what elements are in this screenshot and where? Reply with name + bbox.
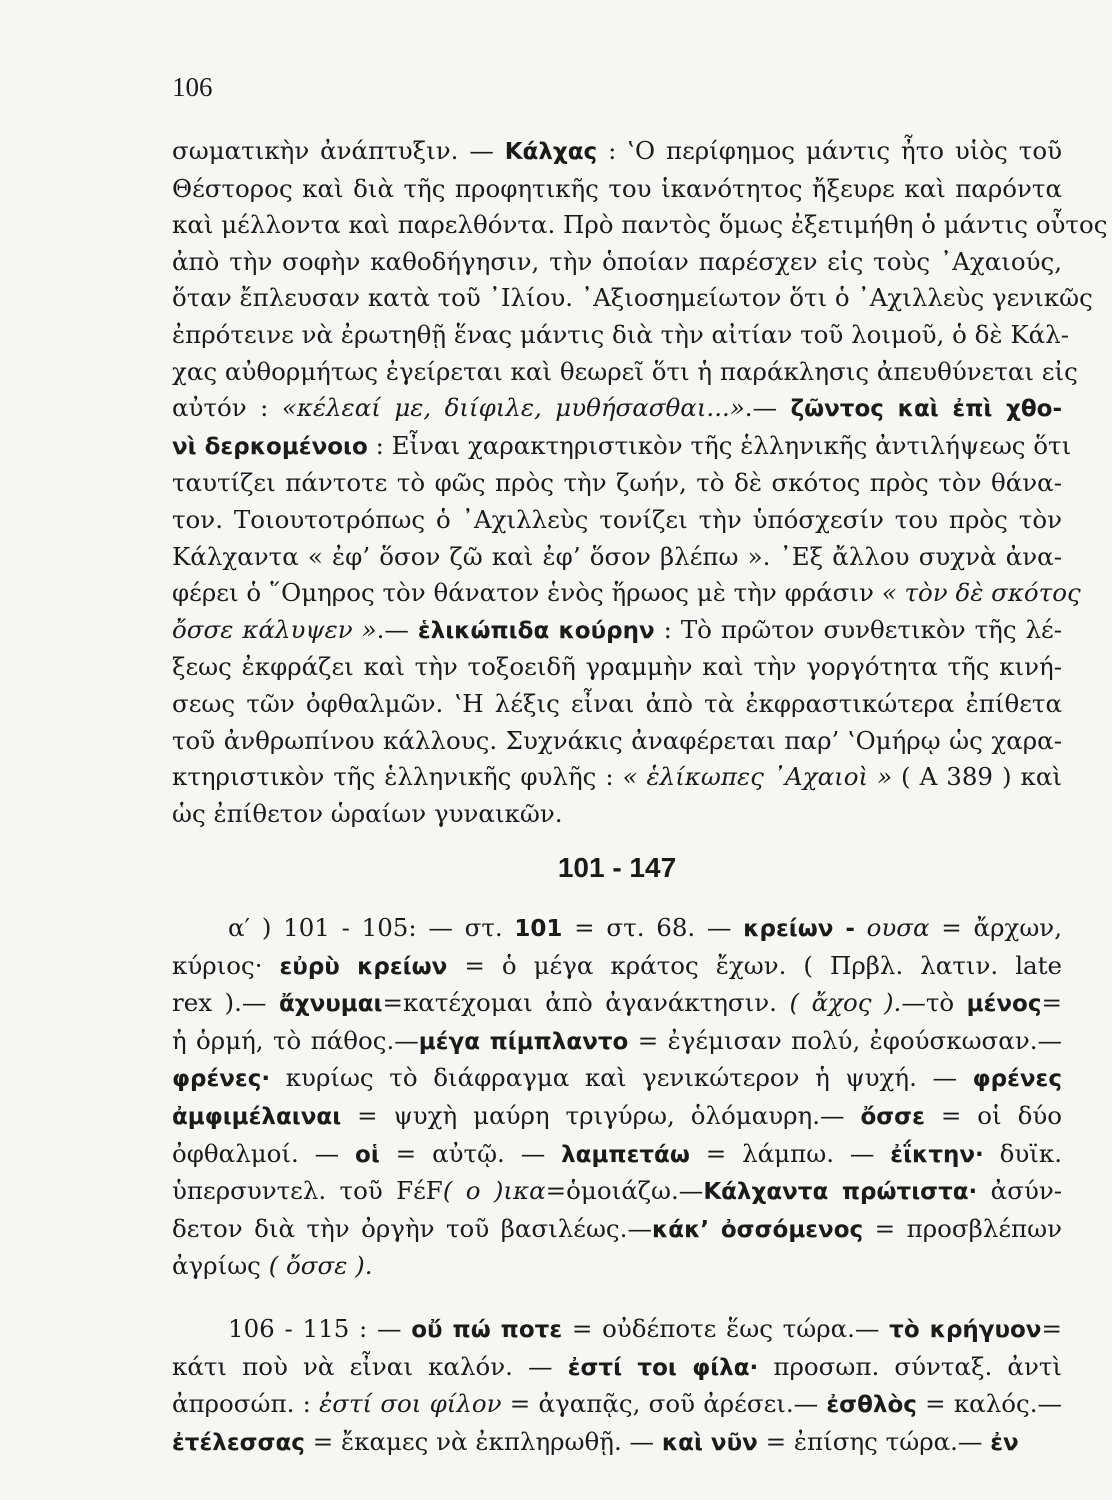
- text-run: φέρει ὁ ῞Ομηρος τὸν θάνατον ἑνὸς ἥρωος μὲ τὴν φράσιν: [172, 578, 882, 608]
- text-line: [172, 796, 1062, 833]
- text-line: [172, 1386, 1062, 1424]
- text-run: .—: [376, 614, 418, 644]
- text-line: [172, 649, 1062, 686]
- text-run: =ὁμοιάζω.—: [545, 1176, 704, 1206]
- italic-quote: ουσα: [866, 913, 930, 942]
- text-line: [172, 207, 1108, 244]
- text-line: [172, 575, 1081, 612]
- text-line: [172, 686, 1062, 723]
- text-run: Κάλχαντα « ἐφ’ ὅσον ζῶ καὶ ἐφ’ ὅσον βλέπω ». ᾿Εξ ἄλλου συχνὰ ἀνα-: [172, 541, 1062, 571]
- text-run: Θέστορος καὶ διὰ τῆς προφητικῆς του ἱκανότητος ἤξευρε καὶ παρόντα: [172, 173, 1062, 203]
- text-run: =: [1041, 988, 1063, 1018]
- italic-quote: « ἑλίκωπες ᾿Αχαιοὶ »: [622, 762, 893, 792]
- text-run: κτηριστικὸν τῆς ἑλληνικῆς φυλῆς :: [172, 762, 623, 792]
- text-run: 106 - 115 : —: [228, 1314, 412, 1343]
- text-line: [172, 1248, 1062, 1285]
- text-run: = ἐπίσης τώρα.—: [757, 1426, 991, 1456]
- bold-term: ἐτέλεσσας: [172, 1429, 305, 1456]
- text-run: = οὐδέποτε ἕως τώρα.—: [562, 1314, 890, 1343]
- text-run: δυϊκ.: [983, 1138, 1063, 1168]
- text-line: [172, 1098, 1062, 1136]
- text-line: [172, 910, 1062, 948]
- bold-term: φρένες: [972, 1066, 1062, 1093]
- italic-quote: «κέλεαί με, διίφιλε, μυθήσασθαι...»: [281, 393, 745, 423]
- text-run: ὅταν ἔπλευσαν κατὰ τοῦ ᾿Ιλίου. ᾿Αξιοσημείωτον ὅτι ὁ ᾿Αχιλλεὺς γενικῶς: [172, 283, 1093, 313]
- text-line: [172, 759, 1062, 796]
- text-run: =: [1041, 1314, 1062, 1343]
- bold-term: οὔ πώ ποτε: [411, 1317, 563, 1343]
- text-run: ταυτίζει πάντοτε τὸ φῶς πρὸς τὴν ζωήν, τὸ δὲ σκότος πρὸς τὸν θάνα-: [172, 468, 1062, 498]
- text-run: τοῦ ἀνθρωπίνου κάλλους. Συχνάκις ἀναφέρεται παρ’ ‛Ομήρῳ ὡς χαρα-: [172, 725, 1062, 755]
- text-run: ἀπὸ τὴν σοφὴν καθοδήγησιν, τὴν ὁποίαν παρέσχεν εἰς τοὺς ᾿Αχαιούς,: [172, 246, 1062, 276]
- text-run: = ἀγαπᾷς, σοῦ ἀρέσει.—: [501, 1389, 827, 1419]
- text-line: [172, 390, 1062, 428]
- text-run: ἀγρίως: [172, 1251, 269, 1281]
- italic-quote: ( ο )ικα: [442, 1176, 546, 1206]
- text-line: [172, 1311, 1062, 1349]
- bold-term: ἐΐκτην·: [890, 1141, 984, 1168]
- text-run: κυρίως τὸ διάφραγμα καὶ γενικώτερον ἡ ψυχή. —: [270, 1063, 973, 1093]
- bold-term: ἀμφιμέλαιναι: [172, 1103, 342, 1130]
- text-line: [172, 1173, 1062, 1211]
- text-line: [172, 171, 1062, 208]
- bold-term: νὶ δερκομένοιο: [172, 433, 368, 460]
- bold-term: τὸ κρήγυον: [889, 1317, 1042, 1343]
- text-line: [172, 985, 1062, 1023]
- text-run: κύριος·: [172, 950, 280, 980]
- bold-term: ἄχνυμαι: [278, 991, 383, 1018]
- text-run: [855, 913, 867, 942]
- bold-term: Κάλχας: [504, 139, 598, 165]
- text-line: [172, 244, 1062, 281]
- commentary-paragraph-2: [172, 910, 1062, 1285]
- text-run: —τὸ: [901, 988, 967, 1018]
- text-line: [172, 317, 1069, 354]
- text-run: αὐτόν :: [172, 393, 282, 423]
- bold-term: μένος: [966, 991, 1042, 1018]
- text-run: ὡς ἐπίθετον ὡραίων γυναικῶν.: [172, 798, 563, 828]
- bold-term: Κάλχαντα πρώτιστα·: [703, 1179, 978, 1206]
- text-line: [172, 1424, 1062, 1462]
- text-line: [172, 133, 1062, 171]
- bold-term: 101: [514, 916, 563, 942]
- text-run: τον. Τοιουτοτρόπως ὁ ᾿Αχιλλεὺς τονίζει τὴν ὑπόσχεσίν του πρὸς τὸν: [172, 504, 1062, 534]
- commentary-paragraph-1: [172, 133, 1108, 832]
- text-run: κάτι ποὺ νὰ εἶναι καλόν. —: [172, 1351, 568, 1381]
- text-run: = ἐγέμισαν πολύ, ἐφούσκωσαν.—: [628, 1025, 1063, 1055]
- text-run: καὶ μέλλοντα καὶ παρελθόντα. Πρὸ παντὸς ὅμως ἐξετιμήθη ὁ μάντις οὗτος: [172, 210, 1108, 240]
- text-line: [172, 465, 1062, 502]
- bold-term: ἑλικώπιδα κούρην: [417, 617, 655, 644]
- italic-quote: ἐστί σοι φίλον: [319, 1389, 502, 1419]
- text-line: [172, 723, 1062, 760]
- text-line: [172, 1136, 1062, 1174]
- bold-term: κάκ’ ὀσσόμενος: [651, 1216, 864, 1243]
- italic-quote: « τὸν δὲ σκότος: [881, 578, 1081, 608]
- commentary-paragraph-3: [172, 1311, 1062, 1461]
- text-run: ( Α 389 ) καὶ: [892, 762, 1062, 792]
- text-line: [172, 1211, 1062, 1249]
- bold-term: κρείων -: [743, 916, 855, 942]
- text-run: ἀπροσώπ. :: [172, 1389, 320, 1419]
- text-line: [172, 1349, 1062, 1387]
- bold-term: εὐρὺ κρείων: [279, 953, 448, 980]
- text-run: : Εἶναι χαρακτηριστικὸν τῆς ἑλληνικῆς ἀντιλήψεως ὅτι: [367, 430, 1072, 460]
- text-line: [172, 539, 1062, 576]
- text-run: = ὁ μέγα κράτος ἔχων. ( Πρβλ. λατιν. late: [447, 950, 1062, 980]
- italic-quote: ( ὄσσε ).: [268, 1251, 373, 1281]
- text-run: =κατέχομαι ἀπὸ ἀγανάκτησιν.: [382, 988, 790, 1018]
- text-line: [172, 948, 1062, 986]
- section-heading: 101 - 147: [557, 852, 677, 883]
- text-line: [172, 612, 1062, 650]
- bold-term: λαμπετάω: [561, 1141, 690, 1168]
- text-run: : Τὸ πρῶτον συνθετικὸν τῆς λέ-: [654, 614, 1063, 644]
- italic-quote: ὄσσε κάλυψεν »: [172, 614, 377, 644]
- text-line: [172, 1023, 1062, 1061]
- text-run: rex ).—: [172, 988, 279, 1018]
- text-line: [172, 280, 1093, 317]
- bold-term: ὄσσε: [860, 1103, 925, 1130]
- bold-term: ἐν: [990, 1429, 1019, 1456]
- bold-term: ζῶντος καὶ ἐπὶ χθο-: [790, 396, 1063, 423]
- text-run: = οἱ δύο: [924, 1100, 1062, 1130]
- text-run: δετον διὰ τὴν ὀργὴν τοῦ βασιλέως.—: [172, 1213, 652, 1243]
- text-run: = λάμπω. —: [689, 1138, 891, 1168]
- text-run: σωματικὴν ἀνάπτυξιν. —: [172, 136, 505, 165]
- text-run: ἐπρότεινε νὰ ἐρωτηθῇ ἕνας μάντις διὰ τὴν αἰτίαν τοῦ λοιμοῦ, ὁ δὲ Κάλ-: [172, 319, 1069, 349]
- text-run: = αὐτῷ. —: [379, 1138, 562, 1168]
- text-run: ξεως ἐκφράζει καὶ τὴν τοξοειδῆ γραμμὴν καὶ τὴν γοργότητα τῆς κινή-: [172, 652, 1062, 682]
- bold-term: οἱ: [355, 1141, 380, 1168]
- bold-term: ἐστί τοι φίλα·: [567, 1354, 759, 1381]
- text-run: σεως τῶν ὀφθαλμῶν. ‛Η λέξις εἶναι ἀπὸ τὰ ἐκφραστικώτερα ἐπίθετα: [172, 688, 1062, 718]
- text-line: [172, 1060, 1062, 1098]
- text-run: .—: [744, 393, 791, 423]
- text-run: = ψυχὴ μαύρη τριγύρω, ὁλόμαυρη.—: [341, 1100, 861, 1130]
- text-run: ἀσύν-: [977, 1176, 1063, 1206]
- italic-quote: ( ἄχος ).: [789, 988, 902, 1018]
- text-run: = προσβλέπων: [863, 1213, 1063, 1243]
- bold-term: καὶ νῦν: [661, 1429, 758, 1456]
- text-run: χας αὐθορμήτως ἐγείρεται καὶ θεωρεῖ ὅτι ἡ παράκλησις ἀπευθύνεται εἰς: [172, 356, 1078, 386]
- text-run: : ‛Ο περίφημος μάντις ἦτο υἱὸς τοῦ: [597, 136, 1062, 165]
- bold-term: φρένες·: [172, 1066, 271, 1093]
- page-number: 106: [172, 72, 213, 102]
- text-run: = καλός.—: [916, 1389, 1062, 1419]
- text-run: = στ. 68. —: [562, 913, 744, 942]
- text-run: προσωπ. σύνταξ. ἀντὶ: [758, 1351, 1063, 1381]
- text-run: = ἄρχων,: [929, 913, 1062, 942]
- text-line: [172, 502, 1062, 539]
- bold-term: ἐσθλὸς: [826, 1392, 917, 1419]
- text-run: ἡ ὁρμή, τὸ πάθος.—: [172, 1025, 419, 1055]
- text-line: [172, 354, 1078, 391]
- bold-term: μέγα πίμπλαντο: [418, 1028, 629, 1055]
- text-run: ὀφθαλμοί. —: [172, 1138, 356, 1168]
- text-run: ὑπερσυντελ. τοῦ FέF: [172, 1176, 443, 1206]
- text-run: α′ ) 101 - 105: — στ.: [228, 913, 515, 942]
- text-run: = ἔκαμες νὰ ἐκπληρωθῇ. —: [304, 1426, 662, 1456]
- text-line: [172, 428, 1072, 466]
